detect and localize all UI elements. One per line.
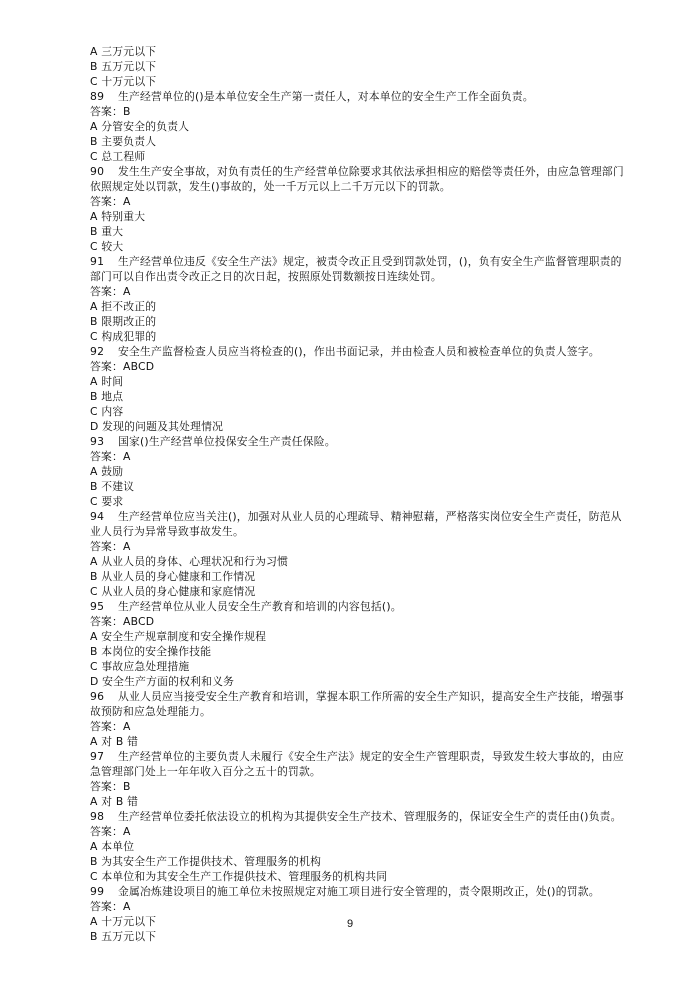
question-text: 生产经营单位委托依法设立的机构为其提供安全生产技术、管理服务的，保证安全生产的责任由()负责。 — [118, 810, 622, 823]
option-line: D 发现的问题及其处理情况 — [90, 420, 224, 433]
question-text: 安全生产监督检查人员应当将检查的()，作出书面记录，并由检查人员和被检查单位的负责人签字。 — [118, 345, 600, 358]
option-line: B 不建议 — [90, 480, 135, 493]
option-line: B 从业人员的身心健康和工作情况 — [90, 570, 256, 583]
option-line: B 地点 — [90, 390, 124, 403]
option-line: A 从业人员的身体、心理状况和行为习惯 — [90, 555, 289, 568]
option-line: C 构成犯罪的 — [90, 330, 157, 343]
question-text: 国家()生产经营单位投保安全生产责任保险。 — [118, 435, 336, 448]
question-item — [0, 599, 630, 614]
option-line: A 十万元以下 — [90, 915, 157, 928]
option-line: A 特别重大 — [90, 210, 146, 223]
question-text: 生产经营单位应当关注()，加强对从业人员的心理疏导、精神慰藉，严格落实岗位安全生产责任，防范从业人员行为异常导致事故发生。 — [90, 510, 622, 538]
option-line: C 总工程师 — [90, 150, 146, 163]
option-line: C 从业人员的身心健康和家庭情况 — [90, 585, 256, 598]
option-line: C 十万元以下 — [90, 75, 157, 88]
option-line: C 内容 — [90, 405, 124, 418]
option-line: C 要求 — [90, 495, 124, 508]
option-line: D 安全生产方面的权利和义务 — [90, 675, 235, 688]
question-item — [0, 89, 630, 104]
question-item — [0, 809, 630, 824]
option-line: C 本单位和为其安全生产工作提供技术、管理服务的机构共同 — [90, 870, 388, 883]
answer-line: 答案：A — [90, 900, 131, 913]
answer-line: 答案：ABCD — [90, 615, 155, 628]
answer-line: 答案：B — [90, 105, 131, 118]
question-item — [0, 164, 630, 194]
answer-line: 答案：A — [90, 720, 131, 733]
question-text: 生产经营单位违反《安全生产法》规定，被责令改正且受到罚款处罚，()，负有安全生产监督管理职责的部门可以自作出责令改正之日的次日起，按照原处罚数额按日连续处罚。 — [90, 255, 622, 283]
document-body — [0, 44, 700, 944]
option-line: A 三万元以下 — [90, 45, 157, 58]
answer-line: 答案：A — [90, 825, 131, 838]
question-item — [0, 749, 630, 779]
option-line: B 重大 — [90, 225, 124, 238]
answer-line: 答案：A — [90, 450, 131, 463]
question-number: 94 — [90, 510, 105, 523]
question-number: 91 — [90, 255, 105, 268]
option-line: B 本岗位的安全操作技能 — [90, 645, 212, 658]
option-line: A 鼓励 — [90, 465, 124, 478]
option-line: A 分管安全的负责人 — [90, 120, 190, 133]
question-item — [0, 434, 630, 449]
question-number: 90 — [90, 165, 105, 178]
question-item — [0, 509, 630, 539]
option-line: A 本单位 — [90, 840, 135, 853]
question-number: 95 — [90, 600, 105, 613]
answer-line: 答案：ABCD — [90, 360, 155, 373]
question-item — [0, 884, 630, 899]
question-number: 96 — [90, 690, 105, 703]
question-item — [0, 344, 630, 359]
question-number: 99 — [90, 885, 105, 898]
question-text: 发生生产安全事故，对负有责任的生产经营单位除要求其依法承担相应的赔偿等责任外，由应急管理部门依照规定处以罚款，发生()事故的，处一千万元以上二千万元以下的罚款。 — [90, 165, 624, 193]
question-text: 生产经营单位从业人员安全生产教育和培训的内容包括()。 — [118, 600, 402, 613]
question-number: 89 — [90, 90, 105, 103]
option-line: B 为其安全生产工作提供技术、管理服务的机构 — [90, 855, 322, 868]
question-number: 98 — [90, 810, 105, 823]
option-line: B 限期改正的 — [90, 315, 157, 328]
question-number: 93 — [90, 435, 105, 448]
question-item — [0, 254, 630, 284]
answer-line: 答案：A — [90, 540, 131, 553]
option-line: C 事故应急处理措施 — [90, 660, 190, 673]
option-line: C 较大 — [90, 240, 124, 253]
question-text: 从业人员应当接受安全生产教育和培训，掌握本职工作所需的安全生产知识，提高安全生产技能，增强事故预防和应急处理能力。 — [90, 690, 624, 718]
option-line: A 拒不改正的 — [90, 300, 157, 313]
answer-line: 答案：B — [90, 780, 131, 793]
question-text: 金属冶炼建设项目的施工单位未按照规定对施工项目进行安全管理的，责令限期改正，处()的罚款。 — [118, 885, 600, 898]
option-line: B 主要负责人 — [90, 135, 157, 148]
question-text: 生产经营单位的主要负责人未履行《安全生产法》规定的安全生产管理职责，导致发生较大事故的，由应急管理部门处上一年年收入百分之五十的罚款。 — [90, 750, 624, 778]
option-line: B 五万元以下 — [90, 60, 157, 73]
answer-line: 答案：A — [90, 285, 131, 298]
option-line: A 对 B 错 — [90, 735, 139, 748]
question-text: 生产经营单位的()是本单位安全生产第一责任人，对本单位的安全生产工作全面负责。 — [118, 90, 534, 103]
question-number: 97 — [90, 750, 105, 763]
answer-line: 答案：A — [90, 195, 131, 208]
option-line: A 对 B 错 — [90, 795, 139, 808]
option-line: A 时间 — [90, 375, 124, 388]
page-number: 9 — [346, 918, 354, 930]
option-line: A 安全生产规章制度和安全操作规程 — [90, 630, 267, 643]
question-number: 92 — [90, 345, 105, 358]
option-line: B 五万元以下 — [90, 930, 157, 943]
question-item — [0, 689, 630, 719]
